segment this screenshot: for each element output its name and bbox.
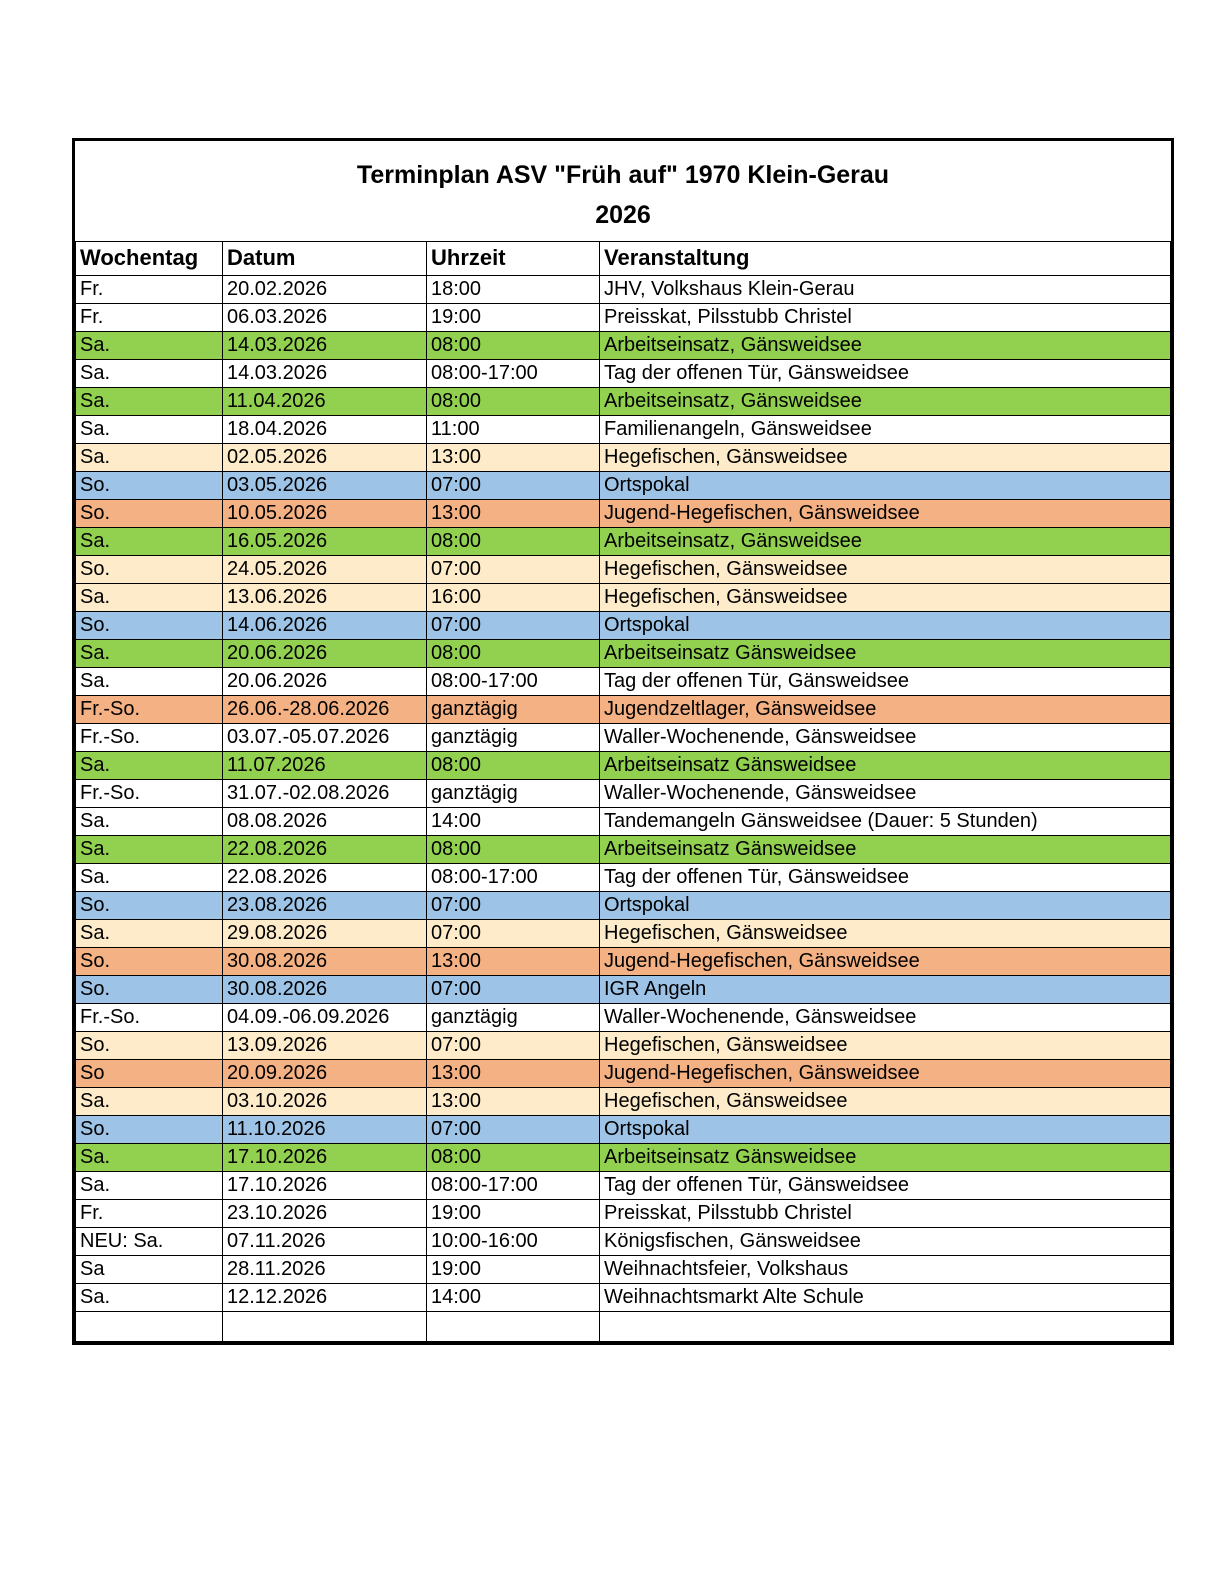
event-cell: Arbeitseinsatz Gänsweidsee [600,751,1171,779]
event-cell: Hegefischen, Gänsweidsee [600,919,1171,947]
time-cell: 08:00 [427,835,600,863]
date-cell: 20.09.2026 [223,1059,427,1087]
date-cell: 03.05.2026 [223,471,427,499]
weekday-cell: Sa. [76,331,223,359]
time-cell: ganztägig [427,1003,600,1031]
time-cell: 07:00 [427,611,600,639]
date-cell: 03.10.2026 [223,1087,427,1115]
table-row [76,1115,1171,1143]
date-cell: 11.10.2026 [223,1115,427,1143]
date-cell: 24.05.2026 [223,555,427,583]
table-row [76,387,1171,415]
weekday-cell: Sa. [76,415,223,443]
event-cell: Arbeitseinsatz Gänsweidsee [600,835,1171,863]
table-row [76,779,1171,807]
time-cell: 07:00 [427,1031,600,1059]
table-row [76,331,1171,359]
weekday-cell: Sa. [76,359,223,387]
time-cell: 08:00-17:00 [427,359,600,387]
date-cell: 30.08.2026 [223,947,427,975]
time-cell: 11:00 [427,415,600,443]
weekday-cell: Sa. [76,639,223,667]
weekday-cell: Sa [76,1255,223,1283]
date-cell: 16.05.2026 [223,527,427,555]
table-row [76,359,1171,387]
time-cell: 07:00 [427,919,600,947]
event-cell: Ortspokal [600,611,1171,639]
time-cell: 13:00 [427,499,600,527]
time-cell: ganztägig [427,779,600,807]
weekday-cell: Sa. [76,1087,223,1115]
weekday-cell: Sa. [76,387,223,415]
weekday-cell: Sa. [76,807,223,835]
time-cell: 13:00 [427,443,600,471]
event-cell: Jugend-Hegefischen, Gänsweidsee [600,1059,1171,1087]
table-row [76,1283,1171,1311]
event-cell: Tag der offenen Tür, Gänsweidsee [600,359,1171,387]
date-cell: 03.07.-05.07.2026 [223,723,427,751]
weekday-cell: Sa. [76,583,223,611]
time-cell: 08:00 [427,639,600,667]
date-cell: 22.08.2026 [223,835,427,863]
table-row [76,471,1171,499]
event-cell: Hegefischen, Gänsweidsee [600,583,1171,611]
table-row [76,611,1171,639]
date-cell: 20.06.2026 [223,639,427,667]
table-row [76,947,1171,975]
table-row [76,1199,1171,1227]
time-cell: 08:00 [427,527,600,555]
event-cell: Jugend-Hegefischen, Gänsweidsee [600,947,1171,975]
time-cell: ganztägig [427,723,600,751]
table-row [76,583,1171,611]
table-row [76,919,1171,947]
weekday-cell: Sa. [76,835,223,863]
date-cell: 12.12.2026 [223,1283,427,1311]
weekday-cell: Fr.-So. [76,695,223,723]
time-cell: 07:00 [427,555,600,583]
table-row [76,667,1171,695]
date-cell: 23.10.2026 [223,1199,427,1227]
weekday-cell: So [76,1059,223,1087]
date-cell: 14.06.2026 [223,611,427,639]
time-cell: 07:00 [427,975,600,1003]
event-cell: Waller-Wochenende, Gänsweidsee [600,1003,1171,1031]
date-cell: 23.08.2026 [223,891,427,919]
date-cell: 17.10.2026 [223,1143,427,1171]
empty-cell [223,1311,427,1341]
event-cell: Familienangeln, Gänsweidsee [600,415,1171,443]
time-cell: 08:00 [427,751,600,779]
weekday-cell: NEU: Sa. [76,1227,223,1255]
empty-cell [600,1311,1171,1341]
event-cell: Hegefischen, Gänsweidsee [600,1031,1171,1059]
table-row [76,443,1171,471]
table-row [76,807,1171,835]
event-cell: Hegefischen, Gänsweidsee [600,1087,1171,1115]
time-cell: 13:00 [427,947,600,975]
empty-row [76,1311,1171,1341]
date-cell: 29.08.2026 [223,919,427,947]
column-header-datum: Datum [223,241,427,275]
weekday-cell: So. [76,499,223,527]
date-cell: 20.02.2026 [223,275,427,303]
event-cell: Tag der offenen Tür, Gänsweidsee [600,1171,1171,1199]
weekday-cell: So. [76,1115,223,1143]
event-cell: Waller-Wochenende, Gänsweidsee [600,723,1171,751]
event-cell: Arbeitseinsatz Gänsweidsee [600,1143,1171,1171]
weekday-cell: So. [76,611,223,639]
table-row [76,303,1171,331]
event-cell: Waller-Wochenende, Gänsweidsee [600,779,1171,807]
weekday-cell: Sa. [76,443,223,471]
event-cell: Arbeitseinsatz, Gänsweidsee [600,527,1171,555]
date-cell: 06.03.2026 [223,303,427,331]
date-cell: 04.09.-06.09.2026 [223,1003,427,1031]
weekday-cell: Fr. [76,303,223,331]
table-row [76,555,1171,583]
time-cell: 16:00 [427,583,600,611]
event-cell: Preisskat, Pilsstubb Christel [600,303,1171,331]
time-cell: 08:00 [427,1143,600,1171]
date-cell: 14.03.2026 [223,331,427,359]
weekday-cell: Sa. [76,1283,223,1311]
table-row [76,1171,1171,1199]
table-row [76,639,1171,667]
date-cell: 17.10.2026 [223,1171,427,1199]
weekday-cell: So. [76,891,223,919]
table-row [76,1003,1171,1031]
event-cell: Jugend-Hegefischen, Gänsweidsee [600,499,1171,527]
event-cell: Weihnachtsfeier, Volkshaus [600,1255,1171,1283]
time-cell: 08:00 [427,387,600,415]
column-header-veranstaltung: Veranstaltung [600,241,1171,275]
event-cell: Hegefischen, Gänsweidsee [600,555,1171,583]
event-cell: Ortspokal [600,471,1171,499]
date-cell: 13.06.2026 [223,583,427,611]
date-cell: 14.03.2026 [223,359,427,387]
time-cell: 19:00 [427,1199,600,1227]
event-cell: Ortspokal [600,1115,1171,1143]
weekday-cell: Fr. [76,275,223,303]
schedule-table [75,141,1171,1342]
time-cell: 07:00 [427,471,600,499]
time-cell: 07:00 [427,1115,600,1143]
document-title [76,141,1171,241]
event-cell: Tag der offenen Tür, Gänsweidsee [600,863,1171,891]
time-cell: 13:00 [427,1087,600,1115]
weekday-cell: Fr.-So. [76,1003,223,1031]
weekday-cell: Sa. [76,667,223,695]
weekday-cell: So. [76,555,223,583]
event-cell: Arbeitseinsatz, Gänsweidsee [600,331,1171,359]
weekday-cell: Sa. [76,919,223,947]
weekday-cell: So. [76,471,223,499]
weekday-cell: Sa. [76,863,223,891]
time-cell: 14:00 [427,807,600,835]
table-row [76,835,1171,863]
weekday-cell: Sa. [76,1171,223,1199]
date-cell: 20.06.2026 [223,667,427,695]
event-cell: Arbeitseinsatz, Gänsweidsee [600,387,1171,415]
event-cell: JHV, Volkshaus Klein-Gerau [600,275,1171,303]
table-row [76,891,1171,919]
date-cell: 02.05.2026 [223,443,427,471]
weekday-cell: Sa. [76,527,223,555]
event-cell: Preisskat, Pilsstubb Christel [600,1199,1171,1227]
table-row [76,863,1171,891]
column-header-uhrzeit: Uhrzeit [427,241,600,275]
time-cell: ganztägig [427,695,600,723]
time-cell: 13:00 [427,1059,600,1087]
time-cell: 08:00-17:00 [427,1171,600,1199]
date-cell: 26.06.-28.06.2026 [223,695,427,723]
table-row [76,1031,1171,1059]
weekday-cell: Fr.-So. [76,723,223,751]
date-cell: 10.05.2026 [223,499,427,527]
event-cell: Tandemangeln Gänsweidsee (Dauer: 5 Stunden) [600,807,1171,835]
event-cell: Jugendzeltlager, Gänsweidsee [600,695,1171,723]
event-cell: Weihnachtsmarkt Alte Schule [600,1283,1171,1311]
weekday-cell: Sa. [76,1143,223,1171]
table-row [76,499,1171,527]
date-cell: 30.08.2026 [223,975,427,1003]
date-cell: 11.04.2026 [223,387,427,415]
table-row [76,1059,1171,1087]
table-row [76,527,1171,555]
date-cell: 13.09.2026 [223,1031,427,1059]
time-cell: 18:00 [427,275,600,303]
table-row [76,751,1171,779]
title-row [76,141,1171,241]
date-cell: 28.11.2026 [223,1255,427,1283]
schedule-rows [76,275,1171,1341]
date-cell: 31.07.-02.08.2026 [223,779,427,807]
time-cell: 19:00 [427,1255,600,1283]
date-cell: 22.08.2026 [223,863,427,891]
table-row [76,1143,1171,1171]
event-cell: Tag der offenen Tür, Gänsweidsee [600,667,1171,695]
time-cell: 08:00-17:00 [427,667,600,695]
table-row [76,415,1171,443]
date-cell: 11.07.2026 [223,751,427,779]
table-row [76,975,1171,1003]
date-cell: 08.08.2026 [223,807,427,835]
weekday-cell: Fr. [76,1199,223,1227]
weekday-cell: Sa. [76,751,223,779]
weekday-cell: So. [76,975,223,1003]
column-header-wochentag: Wochentag [76,241,223,275]
empty-cell [76,1311,223,1341]
weekday-cell: So. [76,947,223,975]
date-cell: 18.04.2026 [223,415,427,443]
table-row [76,1255,1171,1283]
event-cell: IGR Angeln [600,975,1171,1003]
header-row [76,241,1171,275]
table-row [76,695,1171,723]
schedule-sheet [72,138,1174,1345]
time-cell: 19:00 [427,303,600,331]
event-cell: Königsfischen, Gänsweidsee [600,1227,1171,1255]
event-cell: Ortspokal [600,891,1171,919]
event-cell: Hegefischen, Gänsweidsee [600,443,1171,471]
empty-cell [427,1311,600,1341]
title-line-2: 2026 [595,200,651,229]
table-row [76,275,1171,303]
weekday-cell: Fr.-So. [76,779,223,807]
title-line-1: Terminplan ASV "Früh auf" 1970 Klein-Gerau [356,160,890,189]
weekday-cell: So. [76,1031,223,1059]
date-cell: 07.11.2026 [223,1227,427,1255]
table-row [76,1087,1171,1115]
time-cell: 07:00 [427,891,600,919]
time-cell: 08:00-17:00 [427,863,600,891]
time-cell: 08:00 [427,331,600,359]
time-cell: 14:00 [427,1283,600,1311]
table-row [76,1227,1171,1255]
table-row [76,723,1171,751]
time-cell: 10:00-16:00 [427,1227,600,1255]
event-cell: Arbeitseinsatz Gänsweidsee [600,639,1171,667]
